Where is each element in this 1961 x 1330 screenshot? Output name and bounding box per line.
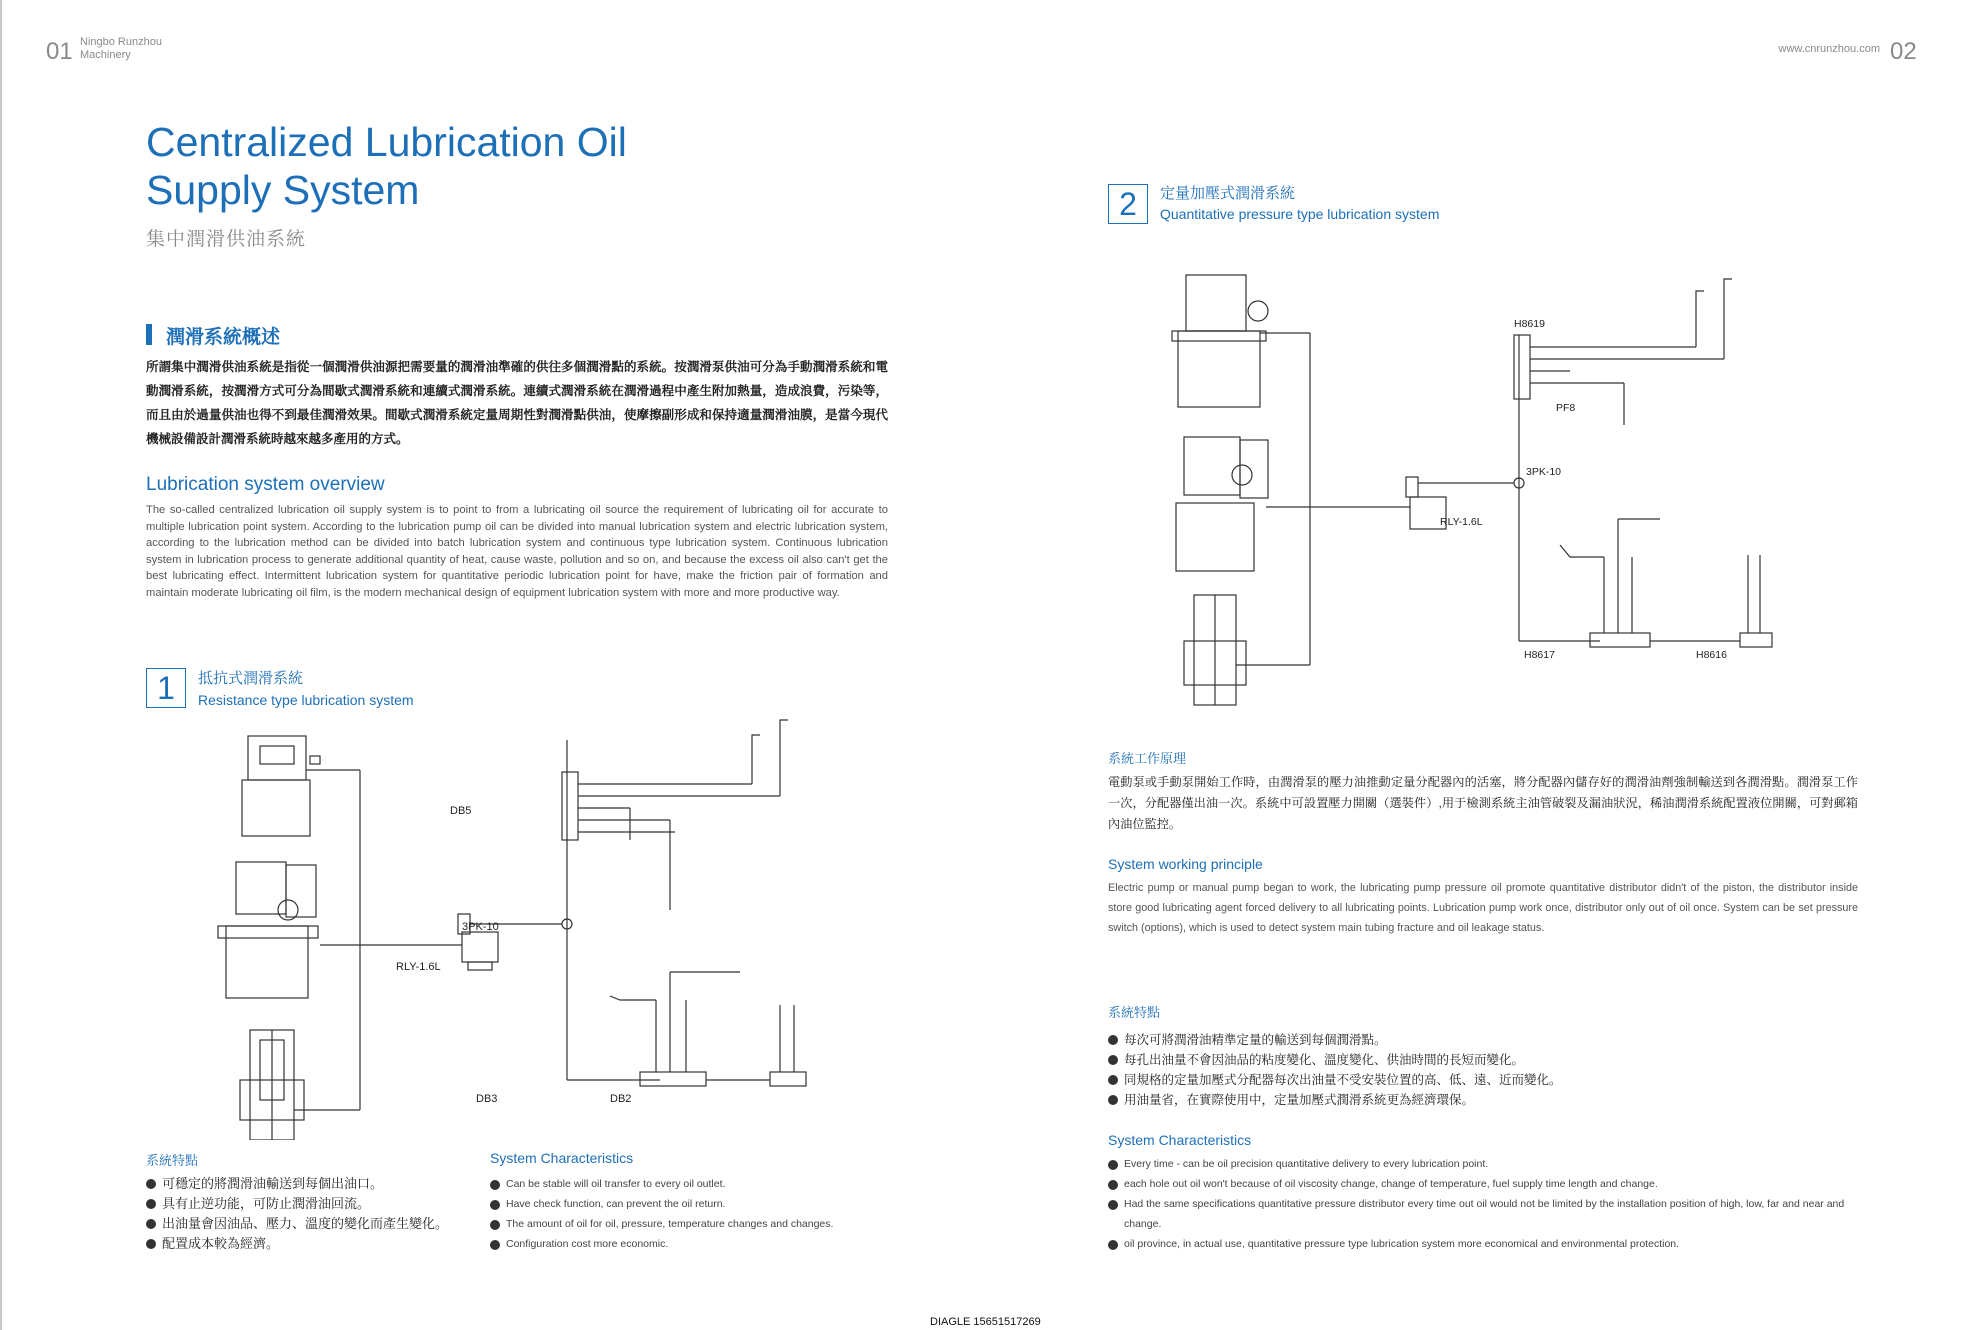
left-page-number: 01: [46, 38, 73, 65]
manual-pump-icon: [1184, 595, 1246, 705]
company-line2: Machinery: [80, 49, 131, 61]
section2-title-cn: 定量加壓式潤滑系統: [1160, 185, 1296, 202]
label-db5: DB5: [450, 805, 472, 817]
pump-tank-gauge-icon: [218, 862, 318, 998]
resistance-system-diagram: [200, 700, 880, 1140]
s2-principle-cn: 電動泵或手動泵開始工作時，由潤滑泵的壓力油推動定量分配器內的活塞，將分配器內儲存好的潤滑油劑強制輸送到各潤滑點。潤滑泵工作一次，分配器僅出油一次。系統中可設置壓力開關（選裝件）,用于檢測系統主油管破裂及漏油狀況，稀油潤滑系統配置液位開關，可對郵箱內油位監控。: [1108, 775, 1858, 831]
overview-text-en: The so-called centralized lubrication oil supply system is to point to from a lubricating oil source the requirement of lubricating oil for accurate to multiple lubrication point system. According to the lubrication pump oil can be divided into manual lubrication system and electric lubrication system, according to the lubrication method can be divided into batch lubrication system and continuous type lubrication system. Continuous lubrication system in lubrication process to generate additional quantity of heat, cause waste, pollution and so on, and because the excess oil also can't get the best lubricating effect. Intermittent lubrication system for quantitative periodic lubrication point for have, make the friction pair of formation and maintain moderate lubricating oil film, is the modern mechanical design of equipment lubrication system with more and more productive way.: [146, 504, 888, 599]
label-db2: DB2: [610, 1093, 632, 1105]
list-item: each hole out oil won't because of oil viscosity change, change of temperature, fuel supply time length and change.: [1108, 1174, 1858, 1194]
section1-title-cn: 抵抗式潤滑系統: [198, 670, 304, 687]
page-edge: [0, 0, 2, 1330]
distributor-h8617-icon: [1519, 519, 1660, 647]
website[interactable]: www.cnrunzhou.com: [1778, 43, 1880, 55]
s2-principle-cn-heading: 系統工作原理: [1108, 751, 1187, 766]
list-item: oil province, in actual use, quantitative pressure type lubrication system more economical and environmental protection.: [1108, 1234, 1858, 1254]
label-filter: RLY-1.6L: [1440, 516, 1483, 528]
list-item: 同規格的定量加壓式分配器每次出油量不受安裝位置的高、低、遠、近而變化。: [1108, 1070, 1858, 1090]
company-name: [80, 36, 162, 62]
distributor-h8619-icon: [1514, 279, 1732, 425]
list-item: 用油量省，在實際使用中，定量加壓式潤滑系統更為經濟環保。: [1108, 1090, 1858, 1110]
title-line2: Supply System: [146, 167, 420, 213]
overview-heading-cn: 潤滑系統概述: [166, 327, 281, 348]
list-item: Have check function, can prevent the oil return.: [490, 1194, 890, 1214]
s2-features-cn-list: [1108, 1030, 1858, 1110]
section-bar: [146, 324, 152, 345]
list-item: The amount of oil for oil, pressure, temperature changes and changes.: [490, 1214, 890, 1234]
s1-features-cn-list: [146, 1174, 476, 1254]
distributor-db5-icon: [562, 720, 788, 910]
section2-number: 2: [1108, 184, 1148, 224]
s2-features-en-list: [1108, 1154, 1858, 1254]
footer-text: DIAGLE 15651517269: [930, 1316, 1041, 1328]
page-title: [146, 118, 627, 214]
title-line1: Centralized Lubrication Oil: [146, 119, 627, 165]
right-page-number: 02: [1890, 38, 1917, 65]
label-db3: DB3: [476, 1093, 498, 1105]
pump-tank-gauge-mid-icon: [1176, 437, 1268, 571]
list-item: Can be stable will oil transfer to every oil outlet.: [490, 1174, 890, 1194]
overview-heading-en: Lubrication system overview: [146, 474, 385, 495]
list-item: Configuration cost more economic.: [490, 1234, 890, 1254]
s1-features-en-list: [490, 1174, 890, 1254]
s2-features-en-heading: System Characteristics: [1108, 1132, 1252, 1148]
label-tee: 3PK-10: [1526, 466, 1562, 478]
pump-tank-gauge-top-icon: [1172, 275, 1268, 407]
company-line1: Ningbo Runzhou: [80, 36, 162, 48]
section1-title-en: Resistance type lubrication system: [198, 692, 414, 708]
section2-title-en: Quantitative pressure type lubrication system: [1160, 206, 1440, 222]
label-h8616: H8616: [1696, 649, 1727, 661]
s2-features-cn-heading: 系統特點: [1108, 1005, 1161, 1020]
pump-tank-small-icon: [242, 736, 320, 836]
manual-pump-icon: [240, 1030, 304, 1140]
list-item: 每次可將潤滑油精準定量的輸送到每個潤滑點。: [1108, 1030, 1858, 1050]
label-pf8: PF8: [1556, 402, 1576, 414]
label-filter: RLY-1.6L: [396, 961, 441, 973]
s1-features-en-heading: System Characteristics: [490, 1150, 634, 1166]
quantitative-system-diagram: [1170, 265, 1810, 715]
distributor-db3-icon: [567, 972, 740, 1086]
title-chinese: 集中潤滑供油系統: [146, 229, 307, 250]
distributor-h8616-icon: [1650, 555, 1772, 647]
s2-principle-en-heading: System working principle: [1108, 856, 1263, 872]
list-item: 出油量會因油品、壓力、溫度的變化而產生變化。: [146, 1214, 476, 1234]
label-tee: 3PK-10: [462, 921, 499, 933]
overview-text-cn: 所謂集中潤滑供油系統是指從一個潤滑供油源把需要量的潤滑油準確的供往多個潤滑點的系統。按潤滑泵供油可分為手動潤滑系統和電動潤滑系統，按潤滑方式可分為間歇式潤滑系統和連續式潤滑系統。連續式潤滑系統在潤滑過程中產生附加熱量，造成浪費，污染等，而且由於過量供油也得不到最佳潤滑效果。間歇式潤滑系統定量周期性對潤滑點供油，使摩擦副形成和保持適量潤滑油膜，是當今現代機械設備設計潤滑系統時越來越多產用的方式。: [146, 360, 888, 446]
section1-number: 1: [146, 668, 186, 708]
list-item: Every time - can be oil precision quantitative delivery to every lubrication point.: [1108, 1154, 1858, 1174]
label-h8617: H8617: [1524, 649, 1555, 661]
list-item: 配置成本較為經濟。: [146, 1234, 476, 1254]
s2-principle-en: Electric pump or manual pump began to work, the lubricating pump pressure oil promote quantitative distributor didn't of the piston, the distributor inside store good lubricating agent forced delivery to all lubricating points. Lubrication pump work once, distributor only out of oil once. System can be set pressure switch (options), which is used to detect system main tubing fracture and oil leakage status.: [1108, 882, 1858, 934]
list-item: 每孔出油量不會因油品的粘度變化、溫度變化、供油時間的長短而變化。: [1108, 1050, 1858, 1070]
list-item: 具有止逆功能，可防止潤滑油回流。: [146, 1194, 476, 1214]
list-item: Had the same specifications quantitative pressure distributor every time out oil would not be limited by the installation position of high, low, far and near and change.: [1108, 1194, 1858, 1234]
distributor-db2-icon: [706, 1005, 806, 1086]
list-item: 可穩定的將潤滑油輸送到每個出油口。: [146, 1174, 476, 1194]
s1-features-cn-heading: 系統特點: [146, 1153, 199, 1168]
label-h8619: H8619: [1514, 318, 1545, 330]
